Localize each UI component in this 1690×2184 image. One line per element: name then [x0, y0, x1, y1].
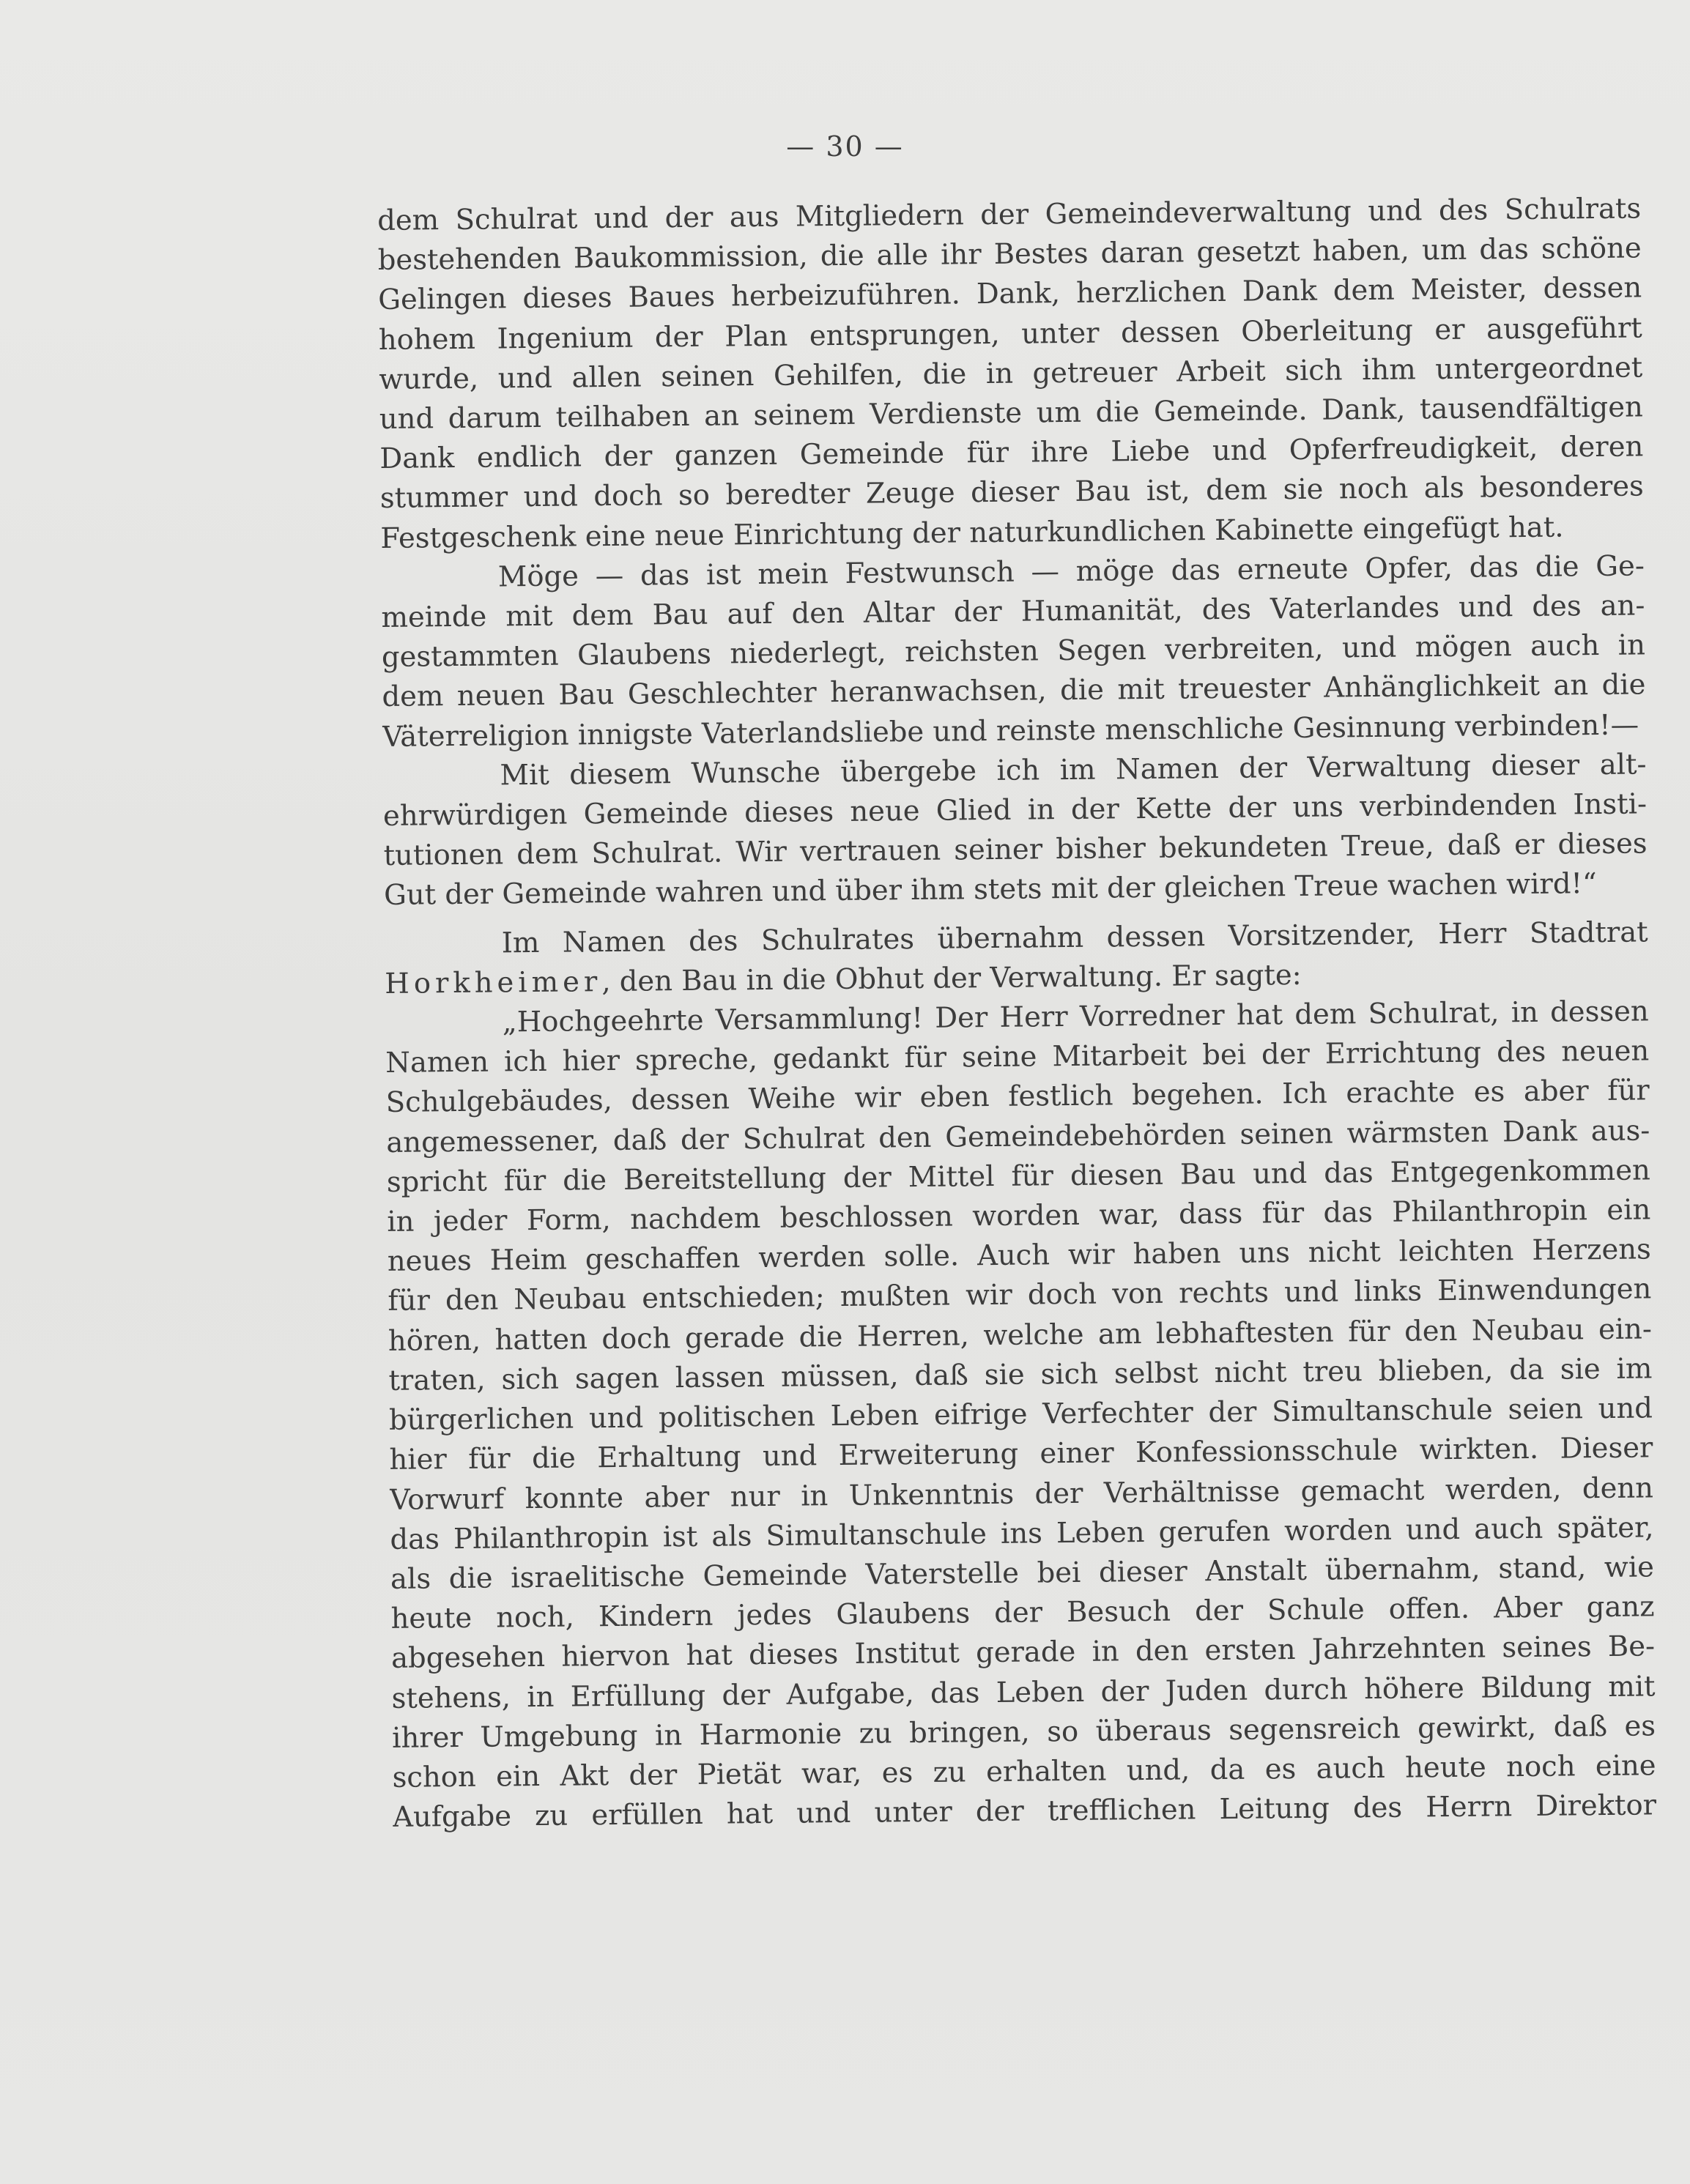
text-line: heute noch, Kindern jedes Glaubens der Besuch der Schule offen. Aber ganz — [390, 1590, 1655, 1636]
text-line: spricht für die Bereitstellung der Mittel für diesen Bau und das Entgegenkommen — [386, 1154, 1650, 1199]
text-line: dem neuen Bau Geschlechter heranwachsen, die mit treuester Anhänglichkeit an die — [382, 668, 1646, 714]
text-line: traten, sich sagen lassen müssen, daß sie sich selbst nicht treu blieben, da sie im — [388, 1352, 1653, 1397]
text-line: Gelingen dieses Baues herbeizuführen. Dank, herzlichen Dank dem Meister, dessen — [378, 271, 1642, 317]
paragraph — [385, 992, 1657, 1838]
text-line: tutionen dem Schulrat. Wir vertrauen seiner bisher bekundeten Treue, daß er dieses — [383, 827, 1648, 873]
text-line: Gut der Gemeinde wahren und über ihm stets mit der gleichen Treue wachen wird!“ — [383, 867, 1597, 913]
text-line: hören, hatten doch gerade die Herren, welche am lebhaftesten für den Neubau ein- — [388, 1312, 1653, 1358]
text-line: stehens, in Erfüllung der Aufgabe, das Leben der Juden durch höhere Bildung mit — [391, 1669, 1656, 1715]
page-number: — 30 — — [786, 130, 904, 163]
text-line: bestehenden Baukommission, die alle ihr Bestes daran gesetzt haben, um das schöne — [377, 231, 1642, 278]
text-line: ehrwürdigen Gemeinde dieses neue Glied in der Kette der uns verbindenden Insti- — [382, 787, 1648, 833]
text-line: Namen ich hier spreche, gedankt für seine Mitarbeit bei der Errichtung des neuen — [385, 1034, 1650, 1080]
paragraph — [377, 189, 1645, 558]
paragraph — [381, 546, 1647, 757]
text-line: hohem Ingenium der Plan entsprungen, unter dessen Oberleitung er ausgeführt — [378, 311, 1642, 357]
text-line: Horkheimer, den Bau in die Obhut der Verwaltung. Er sagte: — [385, 958, 1302, 1000]
text-line: schon ein Akt der Pietät war, es zu erhalten und, da es auch heute noch eine — [392, 1749, 1656, 1794]
text-line: Aufgabe zu erfüllen hat und unter der trefflichen Leitung des Herrn Direktor — [392, 1789, 1657, 1835]
text-line: Mit diesem Wunsche übergebe ich im Namen der Verwaltung dieser alt- — [500, 748, 1647, 792]
text-line: Festgeschenk eine neue Einrichtung der naturkundlichen Kabinette eingefügt hat. — [380, 510, 1564, 555]
text-line: und darum teilhaben an seinem Verdienste um die Gemeinde. Dank, tausendfältigen — [379, 390, 1643, 437]
text-line: „Hochgeehrte Versammlung! Der Herr Vorredner hat dem Schulrat, in dessen — [502, 995, 1649, 1039]
paragraph — [384, 913, 1648, 1004]
body-text — [377, 189, 1656, 1838]
text-line: in jeder Form, nachdem beschlossen worden war, dass für das Philanthropin ein — [387, 1193, 1651, 1239]
paragraph — [382, 745, 1648, 915]
text-line: Im Namen des Schulrates übernahm dessen Vorsitzender, Herr Stadtrat — [501, 915, 1648, 960]
text-line: Dank endlich der ganzen Gemeinde für ihre Liebe und Opferfreudigkeit, deren — [379, 430, 1644, 476]
spaced-name: Horkheimer — [385, 965, 602, 1000]
text-line: Vorwurf konnte aber nur in Unkenntnis der Verhältnisse gemacht werden, denn — [389, 1471, 1654, 1517]
text-line: als die israelitische Gemeinde Vaterstelle bei dieser Anstalt übernahm, stand, wie — [390, 1550, 1655, 1596]
text-line: gestammten Glaubens niederlegt, reichsten Segen verbreiten, und mögen auch in — [381, 628, 1646, 675]
text-line: dem Schulrat und der aus Mitgliedern der Gemeindeverwaltung und des Schulrats — [377, 192, 1642, 237]
text-line: Väterreligion innigste Vaterlandsliebe und reinste menschliche Gesinnung verbinden!— — [382, 708, 1639, 754]
text-line: für den Neubau entschieden; mußten wir doch von rechts und links Einwendungen — [388, 1272, 1652, 1318]
text-line: ihrer Umgebung in Harmonie zu bringen, so überaus segensreich gewirkt, daß es — [391, 1709, 1656, 1755]
text-line: Schulgebäudes, dessen Weihe wir eben festlich begehen. Ich erachte es aber für — [385, 1074, 1650, 1120]
text-line: das Philanthropin ist als Simultanschule ins Leben gerufen worden und auch später, — [390, 1511, 1654, 1556]
text-line: neues Heim geschaffen werden solle. Auch wir haben uns nicht leichten Herzens — [387, 1233, 1652, 1279]
text-line: abgesehen hiervon hat dieses Institut gerade in den ersten Jahrzehnten seines Be- — [390, 1630, 1656, 1676]
text-line: bürgerlichen und politischen Leben eifrige Verfechter der Simultanschule seien und — [388, 1392, 1653, 1438]
text-line: stummer und doch so beredter Zeuge dieser Bau ist, dem sie noch als besonderes — [379, 469, 1645, 516]
text-line: hier für die Erhaltung und Erweiterung einer Konfessionsschule wirkten. Dieser — [389, 1431, 1653, 1477]
text-line: wurde, und allen seinen Gehilfen, die in getreuer Arbeit sich ihm untergeordnet — [379, 351, 1643, 396]
text-line: Möge — das ist mein Festwunsch — möge das erneute Opfer, das die Ge- — [497, 549, 1645, 594]
text-line: angemessener, daß der Schulrat den Gemeindebehörden seinen wärmsten Dank aus- — [386, 1114, 1650, 1159]
text-line: meinde mit dem Bau auf den Altar der Humanität, des Vaterlandes und des an- — [381, 589, 1645, 635]
